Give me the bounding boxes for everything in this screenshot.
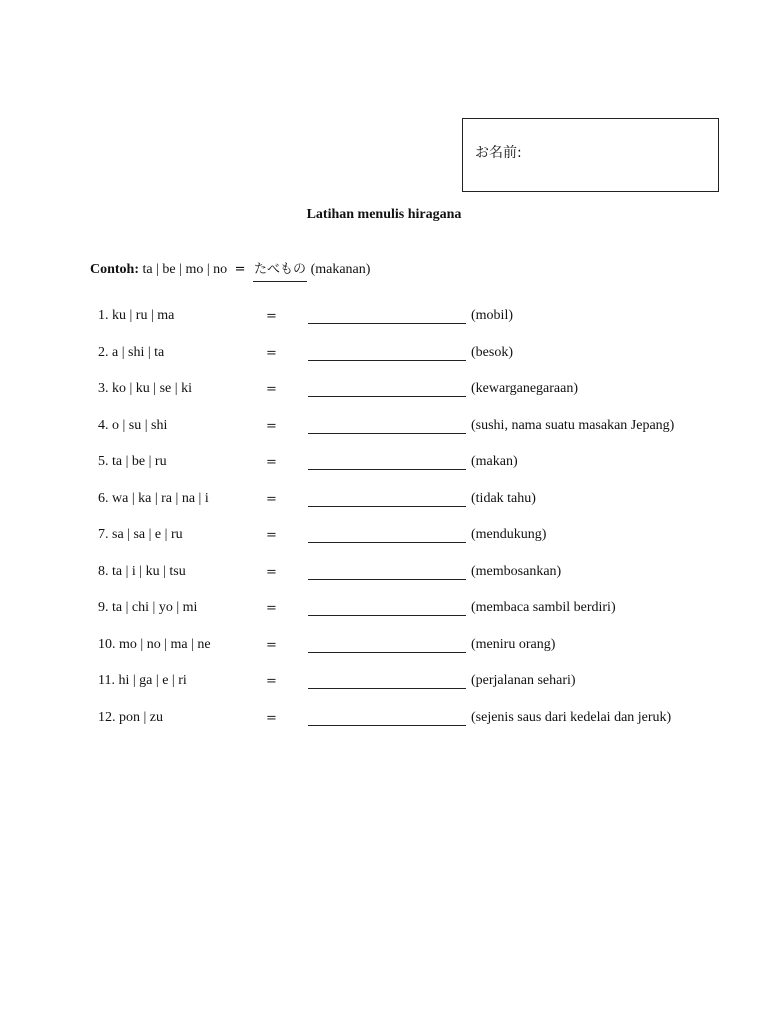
equals-sign: =: [266, 309, 277, 324]
equals-sign: =: [266, 601, 277, 616]
exercise-syllables: 8. ta | i | ku | tsu: [98, 564, 186, 579]
exercise-syllables: 9. ta | chi | yo | mi: [98, 600, 198, 615]
worksheet-title: Latihan menulis hiragana: [306, 207, 462, 222]
exercise-row: [0, 527, 768, 557]
equals-sign: =: [266, 674, 277, 689]
example-syllables: ta | be | mo | no: [142, 262, 228, 277]
equals-sign: =: [266, 346, 277, 361]
equals-sign: =: [266, 565, 277, 580]
exercise-meaning: (makan): [471, 454, 518, 469]
exercise-row: [0, 454, 768, 484]
example-meaning: (makanan): [310, 262, 371, 277]
exercise-row: [0, 600, 768, 630]
exercise-row: [0, 308, 768, 338]
answer-blank[interactable]: [308, 579, 466, 580]
answer-blank[interactable]: [308, 725, 466, 726]
answer-blank[interactable]: [308, 688, 466, 689]
equals-sign: =: [266, 528, 277, 543]
exercise-meaning: (mendukung): [471, 527, 547, 542]
exercise-syllables: 2. a | shi | ta: [98, 345, 165, 360]
answer-blank[interactable]: [308, 396, 466, 397]
exercise-row: [0, 418, 768, 448]
exercise-row: [0, 637, 768, 667]
exercise-meaning: (sejenis saus dari kedelai dan jeruk): [471, 710, 672, 725]
equals-sign: =: [266, 638, 277, 653]
equals-sign: =: [266, 455, 277, 470]
exercise-meaning: (membaca sambil berdiri): [471, 600, 616, 615]
name-box[interactable]: [462, 118, 719, 192]
example-kana: たべもの: [253, 258, 307, 282]
exercise-meaning: (membosankan): [471, 564, 562, 579]
exercise-row: [0, 673, 768, 703]
example-line: [90, 258, 370, 282]
equals-sign: =: [266, 382, 277, 397]
exercise-syllables: 4. o | su | shi: [98, 418, 168, 433]
exercise-syllables: 5. ta | be | ru: [98, 454, 167, 469]
answer-blank[interactable]: [308, 506, 466, 507]
example-equals: =: [234, 262, 246, 277]
exercise-meaning: (meniru orang): [471, 637, 556, 652]
exercise-meaning: (perjalanan sehari): [471, 673, 576, 688]
equals-sign: =: [266, 711, 277, 726]
exercise-syllables: 10. mo | no | ma | ne: [98, 637, 211, 652]
exercise-row: [0, 710, 768, 740]
exercise-row: [0, 491, 768, 521]
answer-blank[interactable]: [308, 542, 466, 543]
answer-blank[interactable]: [308, 469, 466, 470]
exercise-meaning: (mobil): [471, 308, 513, 323]
exercise-row: [0, 564, 768, 594]
exercise-syllables: 12. pon | zu: [98, 710, 164, 725]
equals-sign: =: [266, 419, 277, 434]
exercise-syllables: 7. sa | sa | e | ru: [98, 527, 183, 542]
exercise-meaning: (sushi, nama suatu masakan Jepang): [471, 418, 675, 433]
name-label: お名前:: [475, 145, 522, 161]
exercise-syllables: 6. wa | ka | ra | na | i: [98, 491, 209, 506]
answer-blank[interactable]: [308, 433, 466, 434]
example-label: Contoh:: [90, 262, 140, 277]
answer-blank[interactable]: [308, 615, 466, 616]
answer-blank[interactable]: [308, 360, 466, 361]
equals-sign: =: [266, 492, 277, 507]
exercise-meaning: (besok): [471, 345, 513, 360]
exercise-row: [0, 381, 768, 411]
exercise-meaning: (tidak tahu): [471, 491, 536, 506]
exercise-row: [0, 345, 768, 375]
exercise-meaning: (kewarganegaraan): [471, 381, 579, 396]
exercise-syllables: 1. ku | ru | ma: [98, 308, 175, 323]
answer-blank[interactable]: [308, 323, 466, 324]
exercise-syllables: 11. hi | ga | e | ri: [98, 673, 187, 688]
exercise-syllables: 3. ko | ku | se | ki: [98, 381, 192, 396]
answer-blank[interactable]: [308, 652, 466, 653]
